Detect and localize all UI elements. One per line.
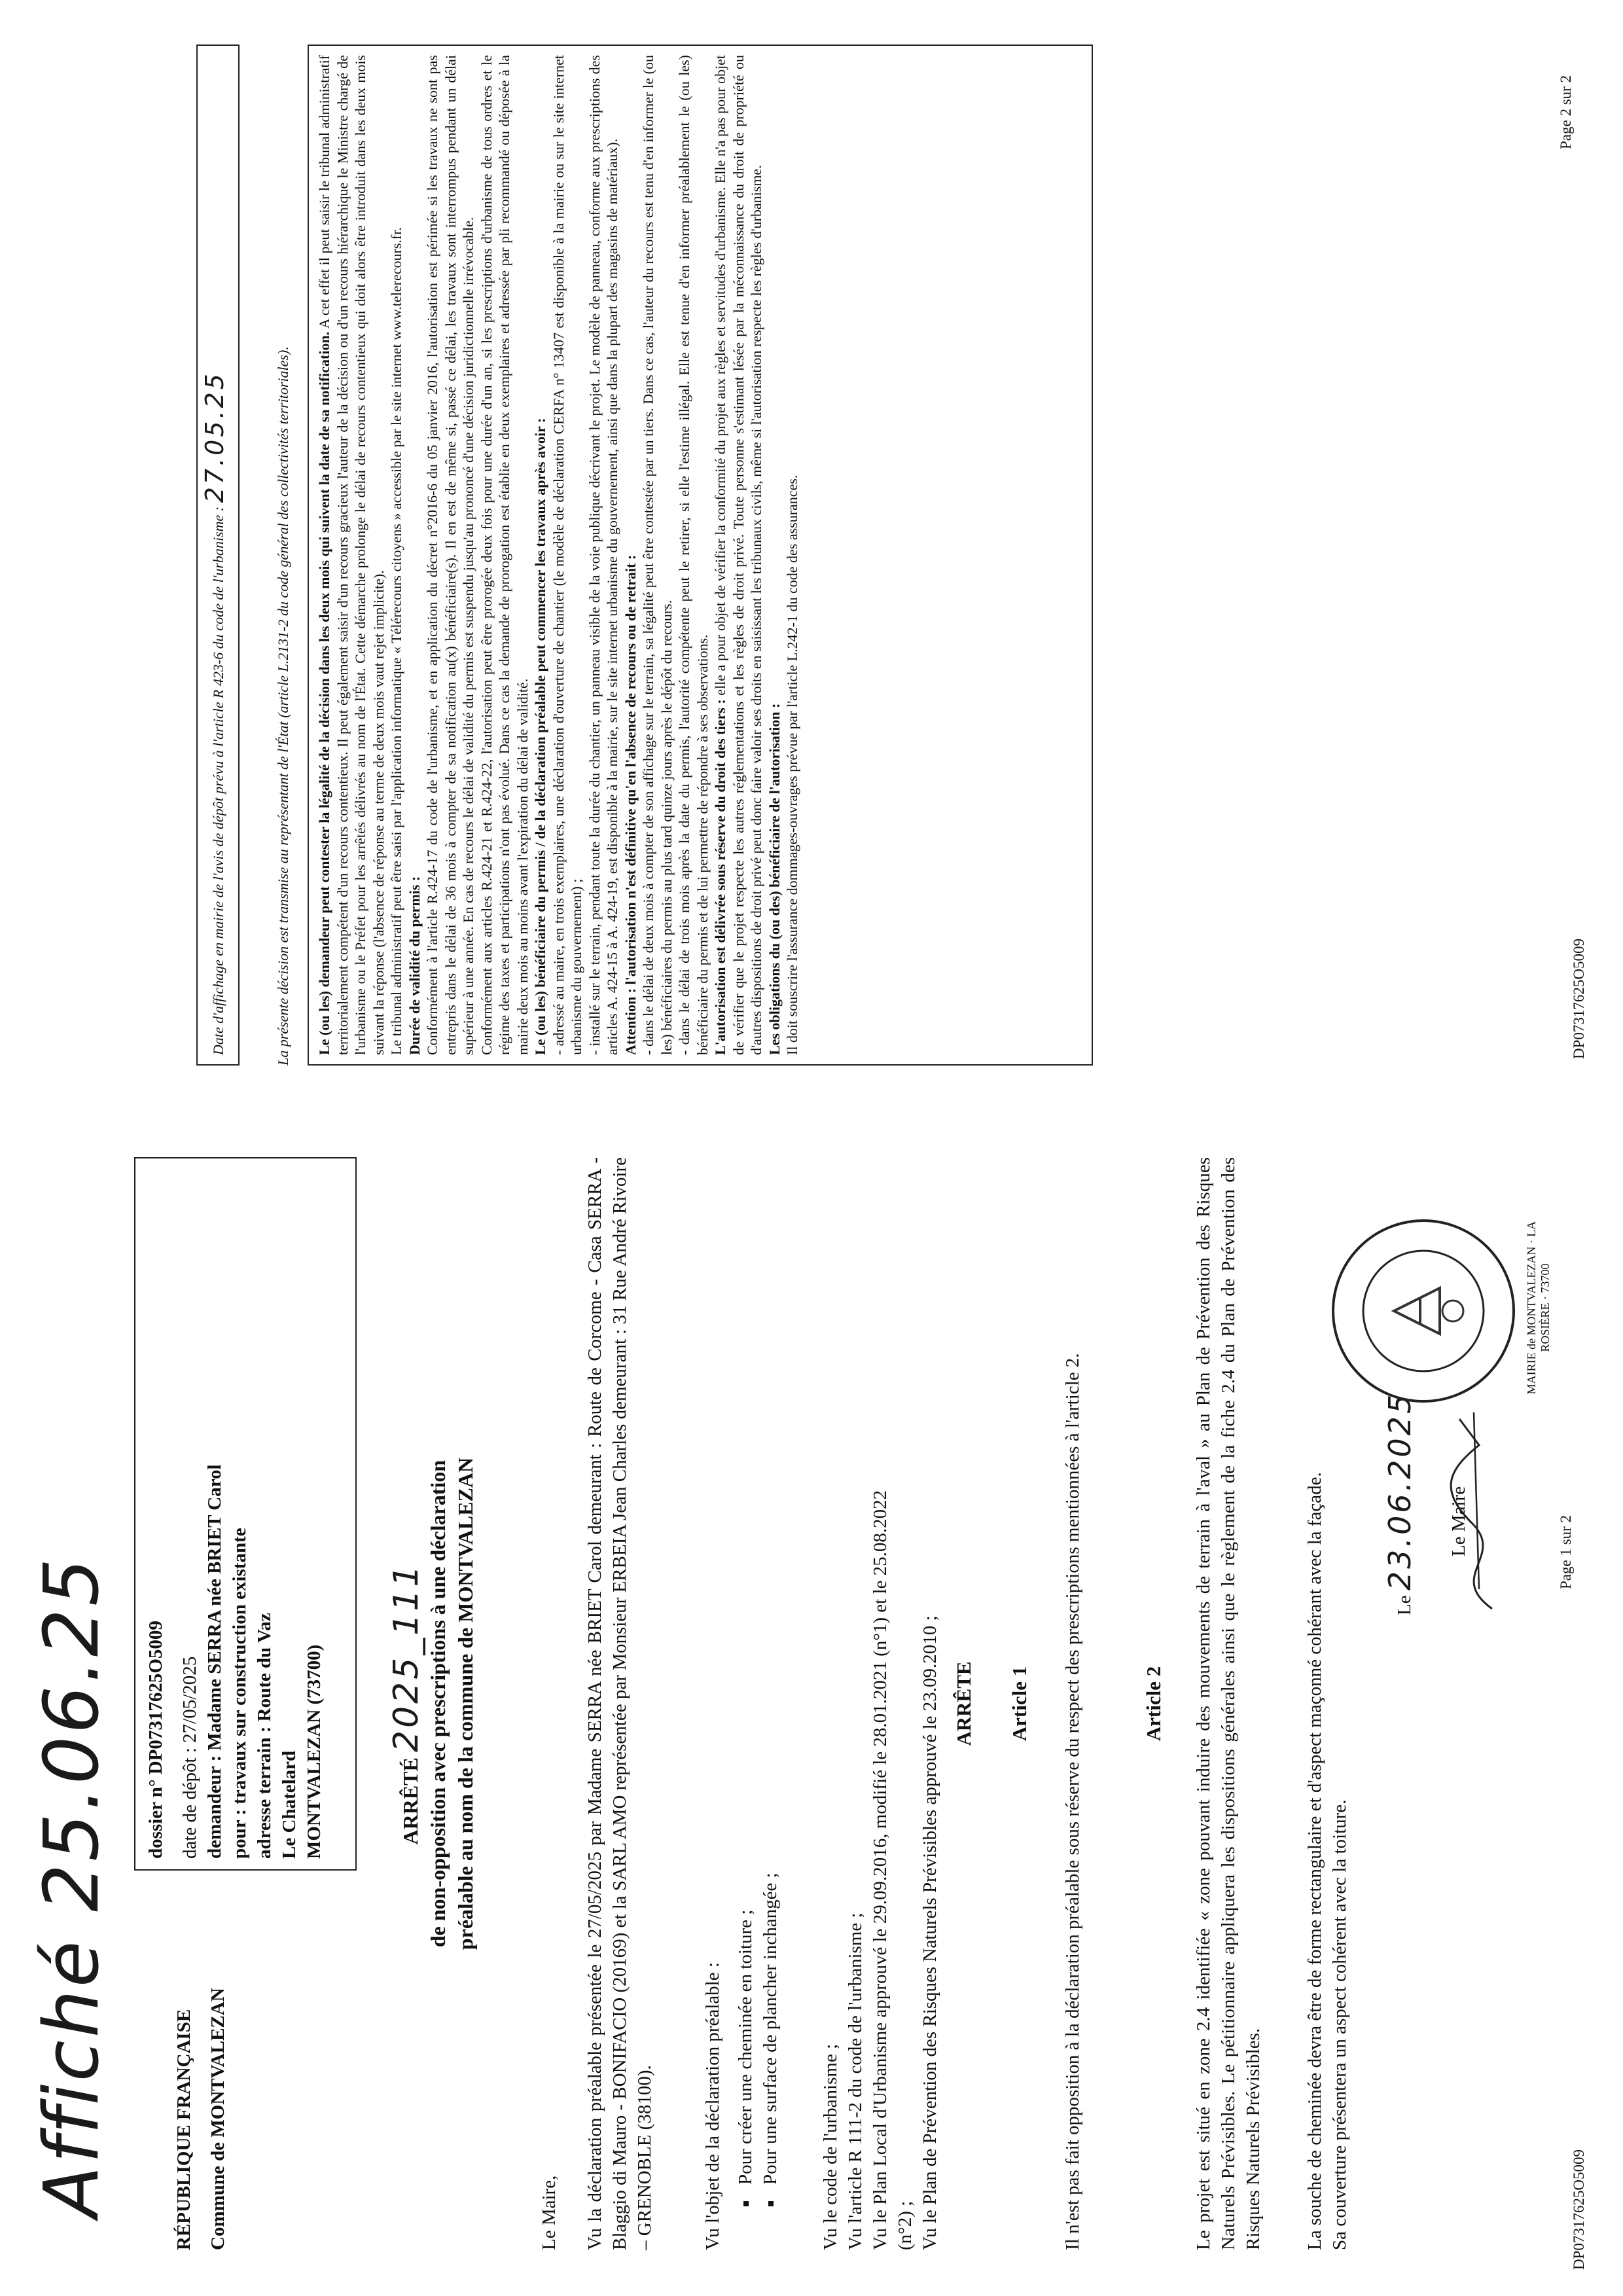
le-maire-intro: Le Maire, [539,2175,560,2250]
info-block-title: Attention : l'autorisation n'est définitive qu'en l'absence de recours ou de retrait : [622,554,639,1055]
vus-block [818,1157,942,2250]
info-block-title: Les obligations du (ou des) bénéficiaire de l'autorisation : [766,703,783,1055]
republique-francaise: RÉPUBLIQUE FRANÇAISE [173,2009,194,2250]
info-block-text: Il doit souscrire l'assurance dommages-ouvrages prévue par l'article L.242-1 du code des assurances. [784,475,800,1055]
arrete-heading: ARRÊTE [952,1661,975,1746]
affichage-label: Date d'affichage en mairie de l'avis de dépôt prévu à l'article R 423-6 du code de l'urbanisme : [210,506,226,1055]
info-block [406,55,532,1055]
article2-paragraph2b: Sa couverture présentera un aspect cohérent avec la toiture. [1329,1799,1350,2250]
vu-line: Vu le Plan Local d'Urbanisme approuvé le 29.09.2016, modifié le 28.01.2021 (n°1) et le 25.08.2022 [870,1490,891,2250]
handwritten-affiche-text: Affiché 25.06.25 [28,1555,116,2217]
signature-scribble-icon [1433,1406,1512,1615]
vu-line: Vu le Plan de Prévention des Risques Naturels Prévisibles approuvé le 23.09.2010 ; [919,1615,940,2250]
info-block-text: A cet effet il peut saisir le tribunal administratif territorialement compétent d'un recours contentieux. Il peut également saisir d'un recours gracieux l'auteur de la décision ou d'un recours hiérarchique le Ministre chargé de l'urbanisme ou le Préfet pour les arrêtés délivrés au nom de l'État. Cette démarche prolonge le délai de recours contentieux qui doit alors être introduit dans les deux mois suivant la réponse (l'absence de réponse au terme de deux mois vaut rejet implicite). Le tribunal administratif peut être saisi par l'application informatique « Télérecours citoyens » accessible par le site internet www.telerecours.fr. [316,55,404,1055]
info-block [711,55,766,1055]
signature-le-maire: Le Maire [1448,1486,1469,1556]
handwritten-arrete-number: 2025_111 [387,1562,426,1753]
article2-paragraph2a: La souche de cheminée devra être de forme rectangulaire et d'aspect maçonné cohérant avec la façade. [1304,1472,1325,2250]
dossier-pour: pour : travaux sur construction existante [229,1528,250,1859]
article2-title: Article 2 [1142,1666,1165,1742]
handwritten-signature-date: 23.06.2025 [1382,1391,1418,1591]
signature-date [1382,1391,1418,1615]
arrete-title-line2: de non-opposition avec prescriptions à une déclaration [426,1460,450,1948]
info-block-text: Conformément à l'article R.424-17 du code de l'urbanisme, et en application du décret n°2016-6 du 05 janvier 2016, l'autorisation est périmée si les travaux ne sont pas entrepris dans le délai de 36 mois à compter de sa notification au(x) bénéficiaire(s). Il en est de même si, passé ce délai, les travaux sont interrompus pendant un délai supérieur à une année. En cas de recours le délai de validité du permis est suspendu jusqu'au prononcé d'une décision juridictionnelle irrévocable. Conformément aux articles R.424-21 et R.424-22, l'autorisation peut être prorogée deux fois pour une durée d'un an, si les prescriptions d'urbanisme de tous ordres et le régime des taxes et participations n'ont pas évolué. Dans ce cas la demande de prorogation est établie en deux exemplaires et adressée par pli recommandé ou déposée à la mairie deux mois au moins avant l'expiration du délai de validité. [424,55,531,1055]
footer-right-reference: DP07317625O5009 [1571,938,1587,1059]
transmise-notice: La présente décision est transmise au représentant de l'État (article L.2131-2 du code général des collectivités territoriales). [275,346,291,1066]
dossier-adresse-l2: Le Chatelard [279,1750,300,1859]
dossier-box-visible [134,1157,357,1871]
info-block-title: Durée de validité du permis : [406,876,423,1055]
dossier-adresse: adresse terrain : Route du Vaz [254,1613,275,1859]
info-block [622,55,712,1055]
dossier-number: dossier n° DP07317625O5009 [145,1621,166,1859]
info-block [531,55,622,1055]
affichage-box [196,45,240,1066]
objet-item: ▪ Pour une surface de plancher inchangée ; [758,1144,783,2191]
objets-list [733,1144,783,2250]
info-block [766,55,802,1055]
vu-declaration: Vu la déclaration préalable présentée le 27/05/2025 par Madame SERRA née BRIET Carol demeurant : Route de Corcome - Casa SERRA - Blaggio di Mauro - BONIFACIO (20169) et la SARL AMO représentée par Monsieur ERBEIA Jean Charles demeurant : 31 Rue André Rivoire – GRENOBLE (38100). [584,1157,655,2250]
footer-left-reference: DP07317625O5009 [1571,2149,1587,2270]
dossier-demandeur: demandeur : Madame SERRA née BRIET Carol [204,1464,225,1859]
mairie-seal-icon [1329,1216,1518,1406]
vu-line: Vu le code de l'urbanisme ; [820,2043,841,2250]
info-box [308,45,1093,1066]
info-block-text: elle a pour objet de vérifier la conformité du projet aux règles et servitudes d'urbanisme. Elle n'a pas pour objet de vérifier que le projet respecte les autres réglementations et les règles de droit privé. Toute personne s'estimant lésée par la méconnaissance du droit de propriété ou d'autres dispositions de droit privé peut donc faire valoir ses droits en saisissant les tribunaux civils, même si l'autorisation respecte les règles d'urbanisme. [712,55,764,1055]
info-block-text: - adressé au maire, en trois exemplaires, une déclaration d'ouverture de chantier (le modèle de déclaration CERFA n° 13407 est disponible à la mairie ou sur le site internet urbanisme du gouvernement) ; - installé sur le terrain, pendant toute la durée du chantier, un panneau visible de la voie publique décrivant le projet. Le modèle de panneau, conforme aux prescriptions des articles A. 424-15 à A. 424-19, est disponible à la mairie, sur le site internet urbanisme du gouvernement, ainsi que dans la plupart des magasins de matériaux). [550,55,620,1055]
arrete-title-prefix: ARRÊTÉ [399,1757,422,1845]
dossier-adresse-l3: MONTVALEZAN (73700) [304,1644,325,1859]
arrete-title [387,1157,479,2250]
dossier-date-depot: date de dépôt : 27/05/2025 [179,1656,200,1859]
mairie-seal-text: MAIRIE de MONTVALEZAN · LA ROSIÈRE · 73700 [1525,1221,1552,1395]
footer-right-page: Page 2 sur 2 [1558,75,1574,149]
commune-de-montvalezan: Commune de MONTVALEZAN [207,1988,228,2250]
info-block-text: - dans le délai de deux mois à compter de son affichage sur le terrain, sa légalité peut être contestée par un tiers. Dans ce cas, l'auteur du recours est tenu d'en informer le (ou les) bénéficiaires du permis au plus tard quinze jours après le dépôt du recours. - dans le délai de trois mois après la date du permis, l'autorité compétente peut le retirer, si elle l'estime illégal. Elle est tenue d'en informer préalablement le (ou les) bénéficiaire du permis et de lui permettre de répondre à ses observations. [640,55,711,1055]
article2-paragraph1: Le projet est situé en zone 2.4 identifiée « zone pouvant induire des mouvements de terrain à l'aval » au Plan de Prévention des Risques Naturels Prévisibles. Le pétitionnaire appliquera les dispositions générales ainsi que le règlement de la fiche 2.4 du Plan de Prévention des Risques Naturels Prévisibles. [1193,1157,1264,2250]
objet-item: ▪ Pour créer une cheminée en toiture ; [733,1144,758,2191]
arrete-title-line3: préalable au nom de la commune de MONTVALEZAN [454,1457,477,1950]
vu-line: Vu l'article R 111-2 du code de l'urbanisme ; [845,1912,866,2250]
info-block [315,55,406,1055]
info-block-title: L'autorisation est délivrée sous réserve du droit des tiers : [712,699,728,1055]
vu-line: (n°2) ; [895,2200,916,2250]
article1-text: Il n'est pas fait opposition à la déclaration préalable sous réserve du respect des prescriptions mentionnées à l'article 2. [1062,1353,1083,2250]
signature-le-label: Le [1394,1595,1415,1615]
arrete-title-line1 [387,1157,426,2250]
article1-title: Article 1 [1008,1666,1031,1742]
footer-left-page: Page 1 sur 2 [1558,1515,1574,1589]
handwritten-affichage-date: 27.05.25 [200,371,229,503]
info-block-title: Le (ou les) demandeur peut contester la légalité de la décision dans les deux mois qui suivent la date de sa notification. [316,331,332,1055]
info-block-title: Le (ou les) bénéficiaire du permis / de la déclaration préalable peut commencer les travaux après avoir : [532,418,548,1055]
vu-objet: Vu l'objet de la déclaration préalable : [702,1962,723,2250]
info-content [315,55,802,1055]
